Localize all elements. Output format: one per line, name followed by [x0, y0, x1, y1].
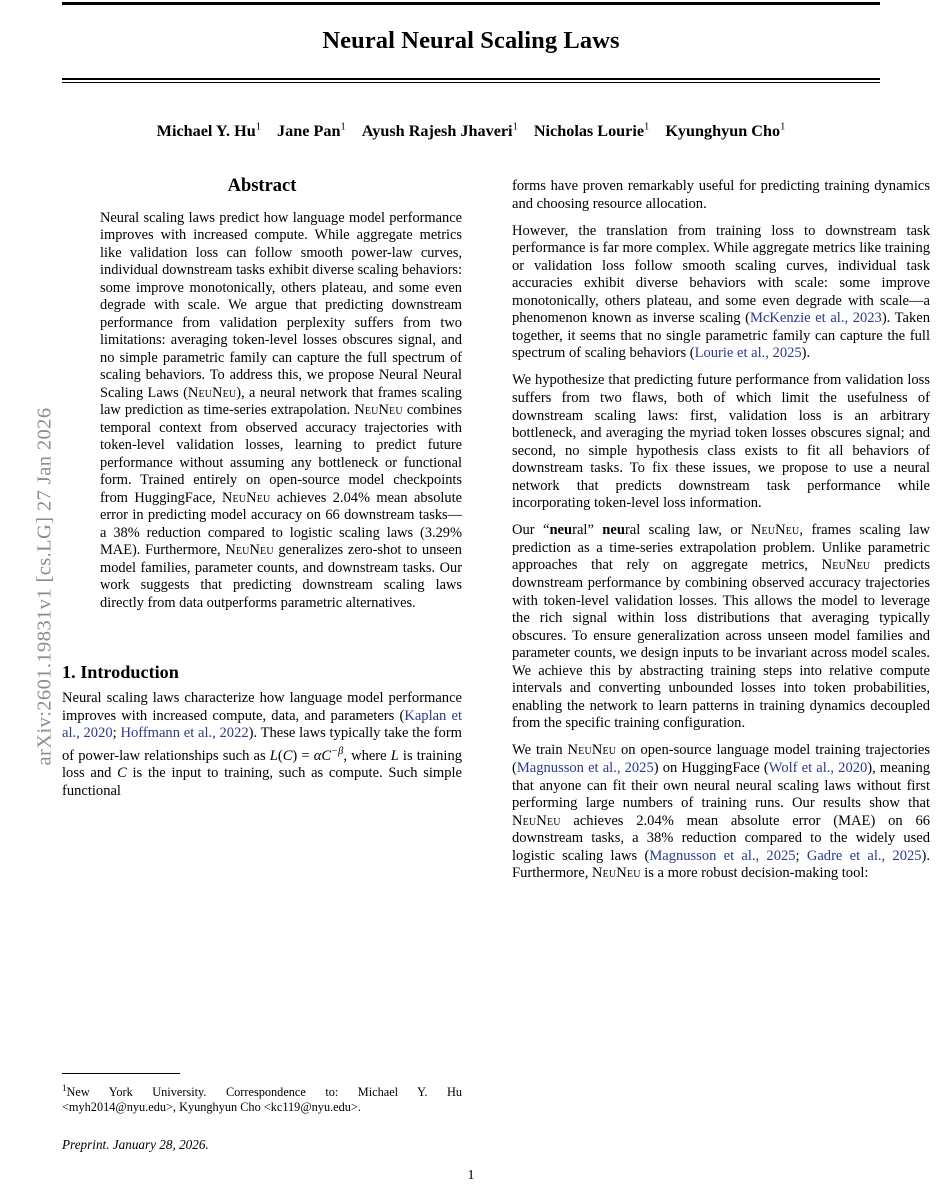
right-text-c: ). — [801, 345, 811, 362]
neuneu-smallcaps: NeuNeu — [354, 402, 403, 419]
spacer — [62, 622, 462, 664]
math-paren-close: ) — [292, 747, 298, 764]
intro-paragraph-1 — [62, 690, 462, 800]
left-column — [62, 178, 462, 810]
right-text-c: ) on HuggingFace ( — [653, 759, 769, 776]
author-entry — [534, 122, 649, 140]
right-paragraph-2 — [512, 223, 930, 363]
neuneu-smallcaps: NeuNeu — [750, 522, 800, 539]
math-variable-L: L — [269, 747, 278, 764]
abstract-text-b: ), a neural network that frames scaling law prediction as time-series extrapolation. — [100, 384, 463, 419]
abstract-paragraph — [100, 210, 462, 613]
intro-text-e: is the input to training, such as compute. Such simple functional — [62, 765, 462, 799]
math-alpha: α — [313, 747, 322, 764]
right-text-d: , frames scaling law prediction as a time-series extrapolation problem. Unlike parametric approaches that rely on aggregate metrics, — [512, 522, 930, 574]
neuneu-smallcaps: NeuNeu — [222, 489, 271, 506]
neuneu-smallcaps: NeuNeu — [567, 742, 617, 759]
author-name: Michael Y. Hu — [156, 122, 256, 141]
right-text-b: ). Taken together, it seems that no single parametric family can capture the full spectrum of scaling behaviors ( — [512, 310, 930, 362]
right-paragraph-5 — [512, 742, 930, 882]
math-paren-open: ( — [277, 747, 283, 764]
neuneu-smallcaps: NeuNeu — [225, 542, 274, 559]
intro-text-b: ). These laws typically take the form of power-law relationships such as — [62, 725, 462, 764]
author-affiliation-mark: 1 — [340, 122, 346, 133]
right-column — [512, 178, 930, 892]
citation-link[interactable]: Wolf et al., 2020 — [768, 759, 868, 776]
footnote-mark: 1 — [62, 1083, 67, 1093]
right-text-b: on open-source language model training trajectories ( — [512, 742, 931, 776]
math-variable-C: C — [117, 765, 127, 782]
right-paragraph-4 — [512, 522, 930, 733]
author-name: Kyunghyun Cho — [665, 122, 781, 141]
citation-link[interactable]: Magnusson et al., 2025 — [516, 759, 654, 776]
intro-text-c: , where — [343, 747, 391, 764]
footnote-rule — [62, 1073, 180, 1074]
right-paragraph-3: We hypothesize that predicting future performance from validation loss suffers from two flaws, both of which limit the usefulness of downstream scaling laws: first, validation loss is an arbitrary bottleneck, and averaging the myriad token losses obscures signal; and second, no simple hypothesis class exists to fit all behaviors of downstream tasks. To fix these issues, we propose to use a neural network that predicts downstream task performance while incorporating token-level loss information. — [512, 372, 930, 512]
arxiv-stamp: arXiv:2601.19831v1 [cs.LG] 27 Jan 2026 — [33, 407, 56, 766]
abstract-text-d: achieves 2.04% mean absolute error in predicting model accuracy on 66 downstream tasks—a 38% reduction compared to logistic scaling laws (3.29% MAE). Furthermore, — [100, 489, 462, 559]
top-rule — [62, 2, 880, 5]
author-entry — [277, 122, 346, 140]
right-paragraph-1: forms have proven remarkably useful for predicting training dynamics and choosing resource allocation. — [512, 178, 930, 212]
author-list — [62, 122, 880, 141]
author-name: Nicholas Lourie — [533, 122, 645, 141]
neuneu-smallcaps: NeuNeu — [592, 865, 641, 882]
citation-separator: ; — [795, 847, 807, 864]
right-text-c: ral scaling law, or — [624, 522, 751, 539]
abstract-text-a: Neural scaling laws predict how language model performance improves with increased compute. While aggregate metrics like validation loss can follow smooth power-law curves, individual downstream tasks exhibit diverse scaling behaviors: some improve monotonically, others plateau, and some even degrade with scale. We argue that predicting downstream performance from validation perplexity suffers from two limitations: averaging token-level losses obscures signal, and no simple parametric family can capture the full spectrum of scaling behaviors. To address this, we propose Neural Neural Scaling Laws ( — [100, 209, 462, 401]
footnote — [62, 1081, 462, 1114]
author-affiliation-mark: 1 — [255, 122, 261, 133]
neuneu-smallcaps: NeuNeu — [512, 812, 561, 829]
intro-text-a: Neural scaling laws characterize how language model performance improves with increased compute, data, and parameters ( — [62, 690, 462, 724]
math-variable-C: C — [282, 747, 293, 764]
page-number: 1 — [467, 1168, 475, 1183]
right-text-a: Our “ — [512, 522, 550, 539]
neuneu-smallcaps: NeuNeu — [187, 384, 237, 401]
citation-link[interactable]: Lourie et al., 2025 — [694, 345, 802, 362]
math-exponent: −β — [331, 745, 344, 757]
abstract-body — [100, 210, 462, 613]
math-equals: = — [297, 747, 314, 764]
citation-separator: ; — [112, 725, 121, 742]
page-title: Neural Neural Scaling Laws — [322, 27, 620, 54]
section-heading-introduction: 1. Introduction — [62, 661, 179, 682]
math-variable-C: C — [321, 747, 332, 764]
citation-link[interactable]: Kaplan et al., 2020 — [62, 707, 462, 742]
author-entry — [665, 122, 785, 140]
author-affiliation-mark: 1 — [780, 122, 786, 133]
right-text-f: ). Furthermore, — [512, 847, 930, 882]
right-text-g: is a more robust decision-making tool: — [640, 865, 869, 882]
bold-neu: neu — [602, 522, 625, 539]
author-name: Jane Pan — [277, 122, 341, 141]
citation-link[interactable]: Gadre et al., 2025 — [806, 847, 922, 864]
intro-text-d: is training loss and — [62, 747, 462, 782]
right-text-e: achieves 2.04% mean absolute error (MAE) on 66 downstream tasks, a 38% reduction compared to the widely used logistic scaling laws ( — [512, 812, 930, 864]
bold-neu: neu — [549, 522, 573, 539]
right-text-b: ral” — [572, 522, 603, 539]
abstract-heading: Abstract — [227, 176, 297, 196]
abstract-text-e: generalizes zero-shot to unseen model families, parameter counts, and downstream tasks. Our work suggests that predicting downstream scaling laws directly from data outperforms parametric alternatives. — [100, 542, 462, 611]
author-affiliation-mark: 1 — [512, 122, 518, 133]
neuneu-smallcaps: NeuNeu — [821, 557, 871, 574]
right-text-a: We train — [512, 742, 568, 759]
right-text-a: However, the translation from training loss to downstream task performance is far more complex. While aggregate metrics like training or validation loss follow smooth scaling curves, individual task accuracies exhibit diverse behaviors with scale: some improve monotonically, others plateau, and some even degrade with scale—a phenomenon known as inverse scaling ( — [512, 222, 930, 327]
preprint-line: Preprint. January 28, 2026. — [62, 1137, 209, 1152]
title-double-rule — [62, 78, 880, 83]
author-entry — [157, 122, 261, 140]
footnote-text: New York University. Correspondence to: Michael Y. Hu <myh2014@nyu.edu>, Kyunghyun Cho <kc119@nyu.edu>. — [62, 1085, 462, 1114]
math-variable-L: L — [390, 747, 399, 764]
author-entry — [362, 122, 518, 140]
abstract-text-c: combines temporal context from observed accuracy trajectories with token-level validation losses, learning to predict future performance without assuming any bottleneck or functional form. Trained entirely on open-source model checkpoints from HuggingFace, — [100, 402, 462, 506]
author-affiliation-mark: 1 — [644, 122, 650, 133]
citation-link[interactable]: Magnusson et al., 2025 — [649, 847, 796, 864]
right-text-e: predicts downstream performance by combining observed accuracy trajectories with token-level validation losses. This allows the model to leverage the rich signal within loss distributions that averaging typically obscures. To ensure generalization across unseen model families and parameter counts, we design inputs to be invariant across model scales. We achieve this by abstracting training steps into relative compute intervals and converting unbounded losses into token probabilities, enabling the network to learn patterns in training dynamics decoupled from the specific training configuration. — [512, 557, 930, 732]
citation-link[interactable]: McKenzie et al., 2023 — [750, 310, 882, 327]
right-text-d: ), meaning that anyone can fit their own neural neural scaling laws without first performing large numbers of training runs. Our results show that — [512, 759, 930, 812]
citation-link[interactable]: Hoffmann et al., 2022 — [120, 725, 249, 742]
author-name: Ayush Rajesh Jhaveri — [361, 122, 513, 141]
